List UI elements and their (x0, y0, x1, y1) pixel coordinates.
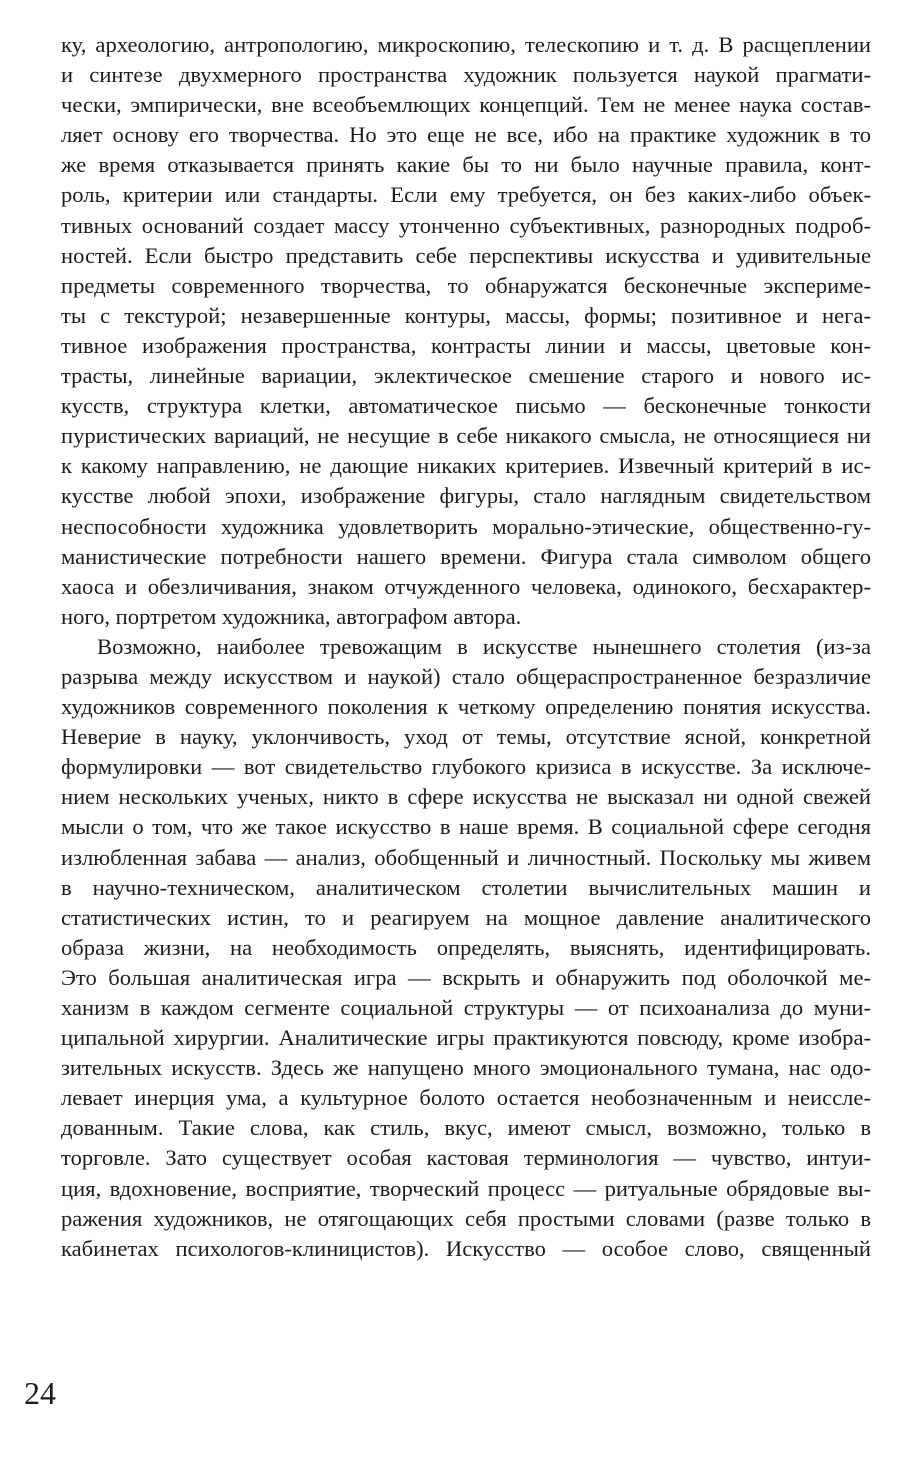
text-line: левает инерция ума, а культурное болото остается необозначенным и неиссле- (61, 1085, 871, 1111)
text-line: Неверие в науку, уклончивость, уход от темы, отсутствие ясной, конкретной (61, 724, 871, 750)
text-line: манистические потребности нашего времени. Фигура стала символом общего (61, 543, 871, 569)
text-line: кусств, структура клетки, автоматическое письмо — бесконечные тонкости (61, 393, 871, 419)
text-line: формулировки — вот свидетельство глубокого кризиса в искусстве. За исключе- (61, 754, 871, 780)
text-line: к какому направлению, не дающие никаких критериев. Извечный критерий в ис- (61, 453, 871, 479)
text-line: кусстве любой эпохи, изображение фигуры, стало наглядным свидетельством (61, 483, 871, 509)
text-line: ражения художников, не отягощающих себя простыми словами (разве только в (61, 1205, 871, 1231)
text-line: ханизм в каждом сегменте социальной структуры — от психоанализа до муни- (61, 995, 871, 1020)
text-line: же время отказывается принять какие бы то ни было научные правила, конт- (61, 152, 871, 178)
text-line: ляет основу его творчества. Но это еще не все, ибо на практике художник в то (61, 122, 871, 148)
text-line: неспособности художника удовлетворить морально-этические, общественно-гу- (61, 513, 871, 539)
text-line: пуристических вариаций, не несущие в себе никакого смысла, не относящиеся ни (61, 423, 871, 449)
text-line: ного, портретом художника, автографом автора. (61, 603, 522, 629)
text-line: трасты, линейные вариации, эклектическое смешение старого и нового ис- (61, 363, 871, 389)
text-line: художников современного поколения к четкому определению понятия искусства. (61, 694, 871, 720)
text-line: торговле. Зато существует особая кастовая терминология — чувство, интуи- (61, 1145, 871, 1171)
text-line: зительных искусств. Здесь же напущено много эмоционального тумана, нас одо- (61, 1055, 871, 1081)
text-line: ностей. Если быстро представить себе перспективы искусства и удивительные (61, 242, 871, 268)
text-line: разрыва между искусством и наукой) стало общераспространенное безразличие (61, 663, 871, 689)
text-line: ция, вдохновение, восприятие, творческий процесс — ритуальные обрядовые вы- (61, 1175, 871, 1201)
text-line: роль, критерии или стандарты. Если ему требуется, он без каких-либо объек- (61, 182, 871, 208)
text-line: мысли о том, что же такое искусство в наше время. В социальной сфере сегодня (61, 814, 871, 840)
text-line: образа жизни, на необходимость определять, выяснять, идентифицировать. (61, 934, 871, 960)
paragraph-2 (61, 632, 871, 1264)
text-line: ципальной хирургии. Аналитические игры практикуются повсюду, кроме изобра- (61, 1025, 871, 1051)
text-line: излюбленная забава — анализ, обобщенный и личностный. Поскольку мы живем (61, 844, 871, 870)
text-line: предметы современного творчества, то обнаружатся бесконечные экспериме- (61, 272, 871, 298)
text-line: кабинетах психологов-клиницистов). Искусство — особое слово, священный (61, 1235, 871, 1261)
page-number: 24 (24, 1375, 56, 1411)
text-line: тивных оснований создает массу утонченно субъективных, разнородных подроб- (61, 212, 871, 238)
text-line: и синтезе двухмерного пространства художник пользуется наукой прагмати- (61, 62, 871, 88)
text-line: чески, эмпирически, вне всеобъемлющих концепций. Тем не менее наука состав- (61, 92, 871, 118)
text-line: ку, археологию, антропологию, микроскопию, телескопию и т. д. В расщеплении (61, 32, 871, 57)
text-line: Это большая аналитическая игра — вскрыть и обнаружить под оболочкой ме- (61, 964, 871, 990)
text-line: Возможно, наиболее тревожащим в искусстве нынешнего столетия (из-за (97, 633, 871, 659)
paragraph-1 (61, 30, 871, 632)
text-line: тивное изображения пространства, контрасты линии и массы, цветовые кон- (61, 332, 871, 358)
text-line: ты с текстурой; незавершенные контуры, массы, формы; позитивное и нега- (61, 302, 871, 328)
text-line: дованным. Такие слова, как стиль, вкус, имеют смысл, возможно, только в (61, 1115, 871, 1141)
text-line: хаоса и обезличивания, знаком отчужденного человека, одинокого, бесхарактер- (61, 573, 871, 599)
body-text (61, 30, 871, 1264)
text-line: в научно-техническом, аналитическом столетии вычислительных машин и (61, 874, 871, 900)
text-line: нием нескольких ученых, никто в сфере искусства не высказал ни одной свежей (61, 784, 871, 810)
text-line: статистических истин, то и реагируем на мощное давление аналитического (61, 904, 871, 930)
